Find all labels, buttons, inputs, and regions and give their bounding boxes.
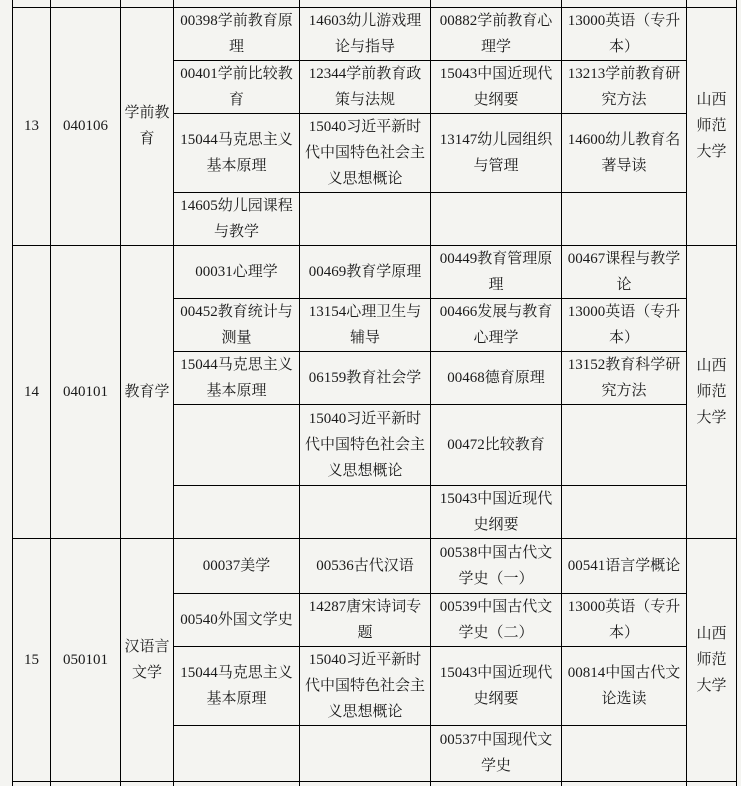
course-cell: 00401学前比较教育 — [174, 60, 300, 113]
seq-cell: 13 — [13, 7, 51, 245]
table-row — [13, 245, 737, 298]
major-code-cell: 040106 — [51, 7, 121, 245]
partial-cell — [687, 781, 737, 786]
course-cell — [562, 725, 687, 781]
course-cell: 00472比较教育 — [431, 404, 562, 485]
major-name-cell: 汉语言文学 — [121, 538, 174, 781]
course-cell: 13000英语（专升本） — [562, 7, 687, 60]
course-cell: 00539中国古代文学史（二） — [431, 593, 562, 646]
course-cell: 13147幼儿园组织与管理 — [431, 113, 562, 192]
course-cell: 06159教育社会学 — [300, 351, 431, 404]
course-cell — [174, 485, 300, 538]
course-cell: 15044马克思主义基本原理 — [174, 646, 300, 725]
course-cell: 13154心理卫生与辅导 — [300, 298, 431, 351]
partial-cell — [13, 0, 51, 7]
course-cell: 14600幼儿教育名著导读 — [562, 113, 687, 192]
course-cell: 14603幼儿游戏理论与指导 — [300, 7, 431, 60]
course-cell: 00031心理学 — [174, 245, 300, 298]
course-cell: 13152教育科学研究方法 — [562, 351, 687, 404]
table-row — [13, 7, 737, 60]
course-cell: 00037美学 — [174, 538, 300, 593]
partial-cell — [51, 781, 121, 786]
course-cell: 00449教育管理原理 — [431, 245, 562, 298]
course-cell — [562, 192, 687, 245]
partial-cell — [300, 781, 431, 786]
course-cell: 15040习近平新时代中国特色社会主义思想概论 — [300, 646, 431, 725]
course-cell: 15040习近平新时代中国特色社会主义思想概论 — [300, 404, 431, 485]
course-cell: 15044马克思主义基本原理 — [174, 113, 300, 192]
course-cell: 00537中国现代文学史 — [431, 725, 562, 781]
course-cell: 14605幼儿园课程与教学 — [174, 192, 300, 245]
partial-cell — [687, 0, 737, 7]
course-cell: 00398学前教育原理 — [174, 7, 300, 60]
course-cell — [300, 192, 431, 245]
partial-cell — [121, 781, 174, 786]
table-row — [13, 538, 737, 593]
partial-cell — [174, 0, 300, 7]
course-cell: 00469教育学原理 — [300, 245, 431, 298]
partial-cell — [431, 0, 562, 7]
partial-cell — [562, 781, 687, 786]
course-cell: 00540外国文学史 — [174, 593, 300, 646]
course-cell: 15043中国近现代史纲要 — [431, 646, 562, 725]
major-code-cell: 040101 — [51, 245, 121, 538]
course-cell: 15043中国近现代史纲要 — [431, 60, 562, 113]
course-cell: 00541语言学概论 — [562, 538, 687, 593]
university-cell: 山西师范大学 — [687, 245, 737, 538]
major-name-cell: 学前教育 — [121, 7, 174, 245]
course-cell — [174, 404, 300, 485]
course-cell: 00466发展与教育心理学 — [431, 298, 562, 351]
partial-cell — [431, 781, 562, 786]
course-cell — [174, 725, 300, 781]
course-cell: 15043中国近现代史纲要 — [431, 485, 562, 538]
seq-cell: 15 — [13, 538, 51, 781]
course-cell: 00814中国古代文论选读 — [562, 646, 687, 725]
course-cell — [431, 192, 562, 245]
partial-row-bottom — [13, 781, 737, 786]
university-cell: 山西师范大学 — [687, 7, 737, 245]
partial-cell — [174, 781, 300, 786]
seq-cell: 14 — [13, 245, 51, 538]
partial-cell — [13, 781, 51, 786]
course-cell: 00536古代汉语 — [300, 538, 431, 593]
course-cell — [300, 725, 431, 781]
major-name-cell: 教育学 — [121, 245, 174, 538]
course-cell: 13000英语（专升本） — [562, 298, 687, 351]
course-cell — [562, 485, 687, 538]
course-cell: 15044马克思主义基本原理 — [174, 351, 300, 404]
course-cell: 12344学前教育政策与法规 — [300, 60, 431, 113]
major-code-cell: 050101 — [51, 538, 121, 781]
course-cell: 13000英语（专升本） — [562, 593, 687, 646]
course-cell: 14287唐宋诗词专题 — [300, 593, 431, 646]
partial-cell — [300, 0, 431, 7]
partial-cell — [121, 0, 174, 7]
partial-row-top — [13, 0, 737, 7]
partial-cell — [51, 0, 121, 7]
course-cell — [562, 404, 687, 485]
university-cell: 山西师范大学 — [687, 538, 737, 781]
partial-cell — [562, 0, 687, 7]
course-cell: 15040习近平新时代中国特色社会主义思想概论 — [300, 113, 431, 192]
course-cell: 13213学前教育研究方法 — [562, 60, 687, 113]
course-cell: 00882学前教育心理学 — [431, 7, 562, 60]
course-cell: 00538中国古代文学史（一） — [431, 538, 562, 593]
course-cell — [300, 485, 431, 538]
course-cell: 00452教育统计与测量 — [174, 298, 300, 351]
course-cell: 00468德育原理 — [431, 351, 562, 404]
course-cell: 00467课程与教学论 — [562, 245, 687, 298]
exam-schedule-table — [12, 0, 737, 786]
